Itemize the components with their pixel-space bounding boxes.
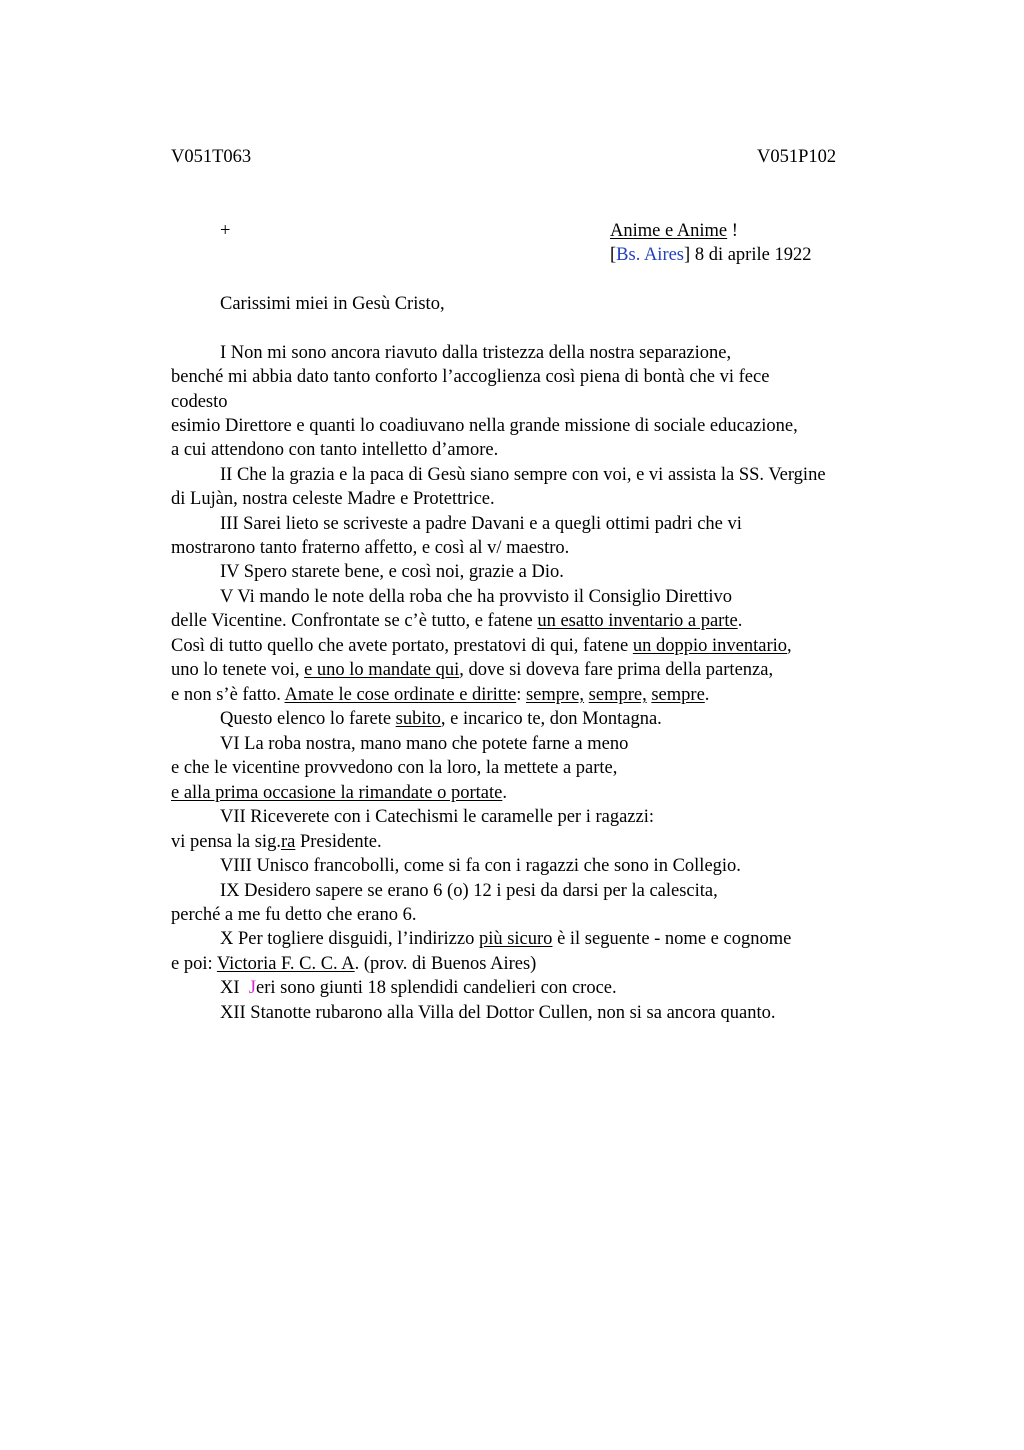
paragraph-line: mostrarono tanto fraterno affetto, e così al v/ maestro. bbox=[171, 538, 570, 558]
paragraph-line: VIII Unisco francobolli, come si fa con i ragazzi che sono in Collegio. bbox=[220, 856, 741, 876]
paragraph-line: delle Vicentine. Confrontate se c’è tutto, e fatene un esatto inventario a parte. bbox=[171, 611, 743, 631]
paragraph-line: e poi: Victoria F. C. C. A. (prov. di Buenos Aires) bbox=[171, 954, 537, 974]
document-code-left: V051T063 bbox=[171, 147, 252, 167]
underlined-phrase: subito bbox=[395, 709, 441, 729]
paragraph-line: benché mi abbia dato tanto conforto l’accoglienza così piena di bontà che vi fece bbox=[171, 367, 770, 387]
paragraph-line: VII Riceverete con i Catechismi le caramelle per i ragazzi: bbox=[220, 807, 655, 827]
paragraph-line: e che le vicentine provvedono con la loro, la mettete a parte, bbox=[171, 758, 618, 778]
underlined-phrase: Amate le cose ordinate e diritte bbox=[284, 685, 517, 705]
paragraph-line: II Che la grazia e la paca di Gesù siano sempre con voi, e vi assista la SS. Vergine bbox=[220, 465, 826, 485]
paragraph-line: XII Stanotte rubarono alla Villa del Dottor Cullen, non si sa ancora quanto. bbox=[220, 1003, 776, 1023]
place-name: Bs. Aires bbox=[616, 245, 685, 265]
paragraph-line: Questo elenco lo farete subito, e incarico te, don Montagna. bbox=[220, 709, 662, 729]
paragraph-line: di Lujàn, nostra celeste Madre e Protettrice. bbox=[171, 489, 495, 509]
paragraph-line: e alla prima occasione la rimandate o portate. bbox=[171, 783, 507, 803]
paragraph-line: e non s’è fatto. Amate le cose ordinate e diritte: sempre, sempre, sempre. bbox=[171, 685, 710, 705]
paragraph-line: uno lo tenete voi, e uno lo mandate qui, dove si doveva fare prima della partenza, bbox=[171, 660, 774, 680]
paragraph-line: XI Jeri sono giunti 18 splendidi candelieri con croce. bbox=[220, 978, 617, 998]
underlined-address: Victoria F. C. C. A bbox=[216, 954, 355, 974]
underlined-phrase: un esatto inventario a parte bbox=[537, 611, 738, 631]
emended-letter: J bbox=[248, 978, 256, 998]
title-underlined: Anime e Anime bbox=[610, 221, 728, 241]
underlined-phrase: più sicuro bbox=[478, 929, 553, 949]
paragraph-line: perché a me fu detto che erano 6. bbox=[171, 905, 417, 925]
underlined-phrase: sempre, bbox=[588, 685, 647, 705]
paragraph-line: IV Spero starete bene, e così noi, grazie a Dio. bbox=[220, 562, 564, 582]
letter-date: 8 di aprile 1922 bbox=[690, 245, 812, 265]
paragraph-line: I Non mi sono ancora riavuto dalla tristezza della nostra separazione, bbox=[220, 343, 732, 363]
salutation: Carissimi miei in Gesù Cristo, bbox=[220, 294, 445, 314]
page-code-right: V051P102 bbox=[757, 147, 837, 167]
underlined-phrase: sempre, bbox=[525, 685, 585, 705]
paragraph-line: III Sarei lieto se scriveste a padre Davani e a quegli ottimi padri che vi bbox=[220, 514, 742, 534]
paragraph-line: vi pensa la sig.ra Presidente. bbox=[171, 832, 382, 852]
paragraph-line: IX Desidero sapere se erano 6 (o) 12 i pesi da darsi per la calescita, bbox=[220, 881, 718, 901]
underlined-phrase: e uno lo mandate qui bbox=[304, 660, 460, 680]
paragraph-line: VI La roba nostra, mano mano che potete farne a meno bbox=[220, 734, 629, 754]
paragraph-line: codesto bbox=[171, 392, 228, 412]
paragraph-line: V Vi mando le note della roba che ha provvisto il Consiglio Direttivo bbox=[220, 587, 733, 607]
paragraph-line: esimio Direttore e quanti lo coadiuvano nella grande missione di sociale educazione, bbox=[171, 416, 798, 436]
paragraph-line: X Per togliere disguidi, l’indirizzo più sicuro è il seguente - nome e cognome bbox=[220, 929, 792, 949]
underlined-phrase: un doppio inventario bbox=[632, 636, 788, 656]
cross-mark: + bbox=[220, 221, 231, 241]
letter-dateline: [Bs. Aires] 8 di aprile 1922 bbox=[610, 245, 812, 265]
paragraph-line: Così di tutto quello che avete portato, prestatovi di qui, fatene un doppio inventario, bbox=[171, 636, 792, 656]
underlined-abbreviation: ra bbox=[280, 832, 296, 852]
paragraph-line: a cui attendono con tanto intelletto d’amore. bbox=[171, 440, 499, 460]
underlined-phrase: sempre bbox=[651, 685, 705, 705]
underlined-phrase: e alla prima occasione la rimandate o portate bbox=[171, 783, 503, 803]
letter-title: Anime e Anime ! bbox=[610, 221, 738, 241]
